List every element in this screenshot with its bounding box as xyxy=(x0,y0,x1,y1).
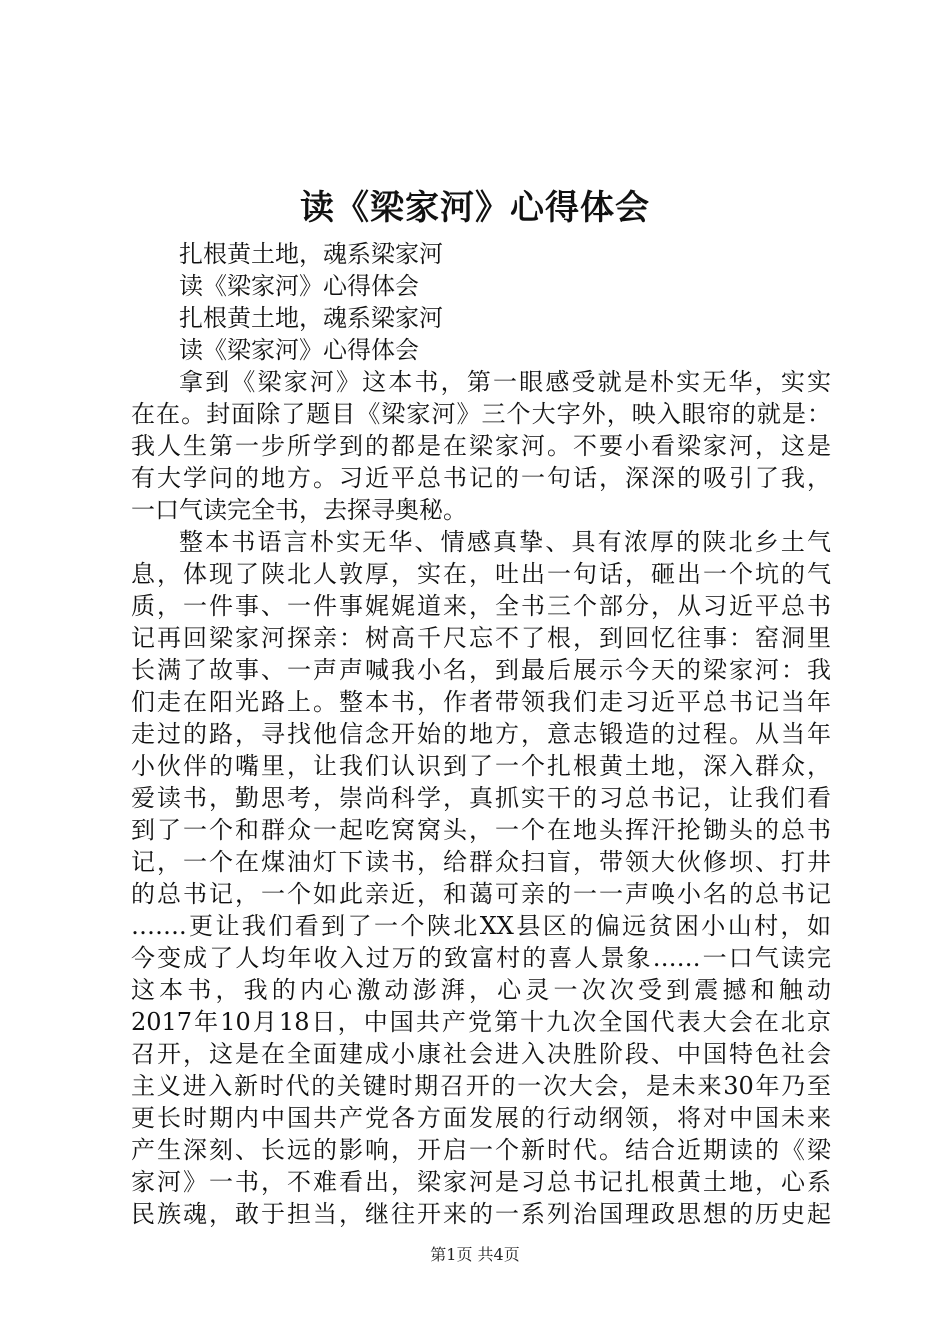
paragraph-line: …….更让我们看到了一个陕北XX县区的偏远贫困小山村，如 xyxy=(131,912,831,940)
document-title: 读《梁家河》心得体会 xyxy=(300,188,650,228)
paragraph-line: 主义进入新时代的关键时期召开的一次大会，是未来30年乃至 xyxy=(131,1072,831,1100)
subtitle-line: 读《梁家河》心得体会 xyxy=(179,272,419,300)
paragraph-line: 拿到《梁家河》这本书，第一眼感受就是朴实无华，实实 xyxy=(179,368,831,396)
subtitle-line: 扎根黄土地，魂系梁家河 xyxy=(179,304,443,332)
paragraph-line: 更长时期内中国共产党各方面发展的行动纲领，将对中国未来 xyxy=(131,1104,831,1132)
paragraph-line: 们走在阳光路上。整本书，作者带领我们走习近平总书记当年 xyxy=(131,688,831,716)
paragraph-line: 走过的路，寻找他信念开始的地方，意志锻造的过程。从当年 xyxy=(131,720,831,748)
paragraph-line: 今变成了人均年收入过万的致富村的喜人景象……一口气读完 xyxy=(131,944,831,972)
subtitle-line: 扎根黄土地，魂系梁家河 xyxy=(179,240,443,268)
paragraph-line: 的总书记，一个如此亲近，和蔼可亲的一一声唤小名的总书记 xyxy=(131,880,831,908)
paragraph-line: 民族魂，敢于担当，继往开来的一系列治国理政思想的历史起 xyxy=(131,1200,831,1228)
paragraph-line: 我人生第一步所学到的都是在梁家河。不要小看梁家河，这是 xyxy=(131,432,831,460)
paragraph-line: 一口气读完全书，去探寻奥秘。 xyxy=(131,496,467,524)
paragraph-line: 在在。封面除了题目《梁家河》三个大字外，映入眼帘的就是： xyxy=(131,400,831,428)
paragraph-line: 家河》一书，不难看出，梁家河是习总书记扎根黄土地，心系 xyxy=(131,1168,831,1196)
paragraph-line: 到了一个和群众一起吃窝窝头，一个在地头挥汗抡锄头的总书 xyxy=(131,816,831,844)
page-footer: 第1页 共4页 xyxy=(430,1245,520,1264)
subtitle-line: 读《梁家河》心得体会 xyxy=(179,336,419,364)
paragraph-line: 召开，这是在全面建成小康社会进入决胜阶段、中国特色社会 xyxy=(131,1040,831,1068)
paragraph-line: 记再回梁家河探亲：树高千尺忘不了根，到回忆往事：窑洞里 xyxy=(131,624,831,652)
paragraph-line: 2017年10月18日，中国共产党第十九次全国代表大会在北京 xyxy=(131,1008,831,1036)
paragraph-line: 有大学问的地方。习近平总书记的一句话，深深的吸引了我， xyxy=(131,464,831,492)
paragraph-line: 小伙伴的嘴里，让我们认识到了一个扎根黄土地，深入群众， xyxy=(131,752,831,780)
paragraph-line: 整本书语言朴实无华、情感真挚、具有浓厚的陕北乡土气 xyxy=(179,528,831,556)
paragraph-line: 记，一个在煤油灯下读书，给群众扫盲，带领大伙修坝、打井 xyxy=(131,848,831,876)
paragraph-line: 息，体现了陕北人敦厚，实在，吐出一句话，砸出一个坑的气 xyxy=(131,560,831,588)
paragraph-line: 质，一件事、一件事娓娓道来，全书三个部分，从习近平总书 xyxy=(131,592,831,620)
document-body xyxy=(131,238,831,1230)
paragraph-line: 这本书，我的内心激动澎湃，心灵一次次受到震撼和触动 xyxy=(131,976,831,1004)
paragraph-line: 产生深刻、长远的影响，开启一个新时代。结合近期读的《梁 xyxy=(131,1136,831,1164)
paragraph-line: 爱读书，勤思考，崇尚科学，真抓实干的习总书记，让我们看 xyxy=(131,784,831,812)
paragraph-line: 长满了故事、一声声喊我小名，到最后展示今天的梁家河：我 xyxy=(131,656,831,684)
